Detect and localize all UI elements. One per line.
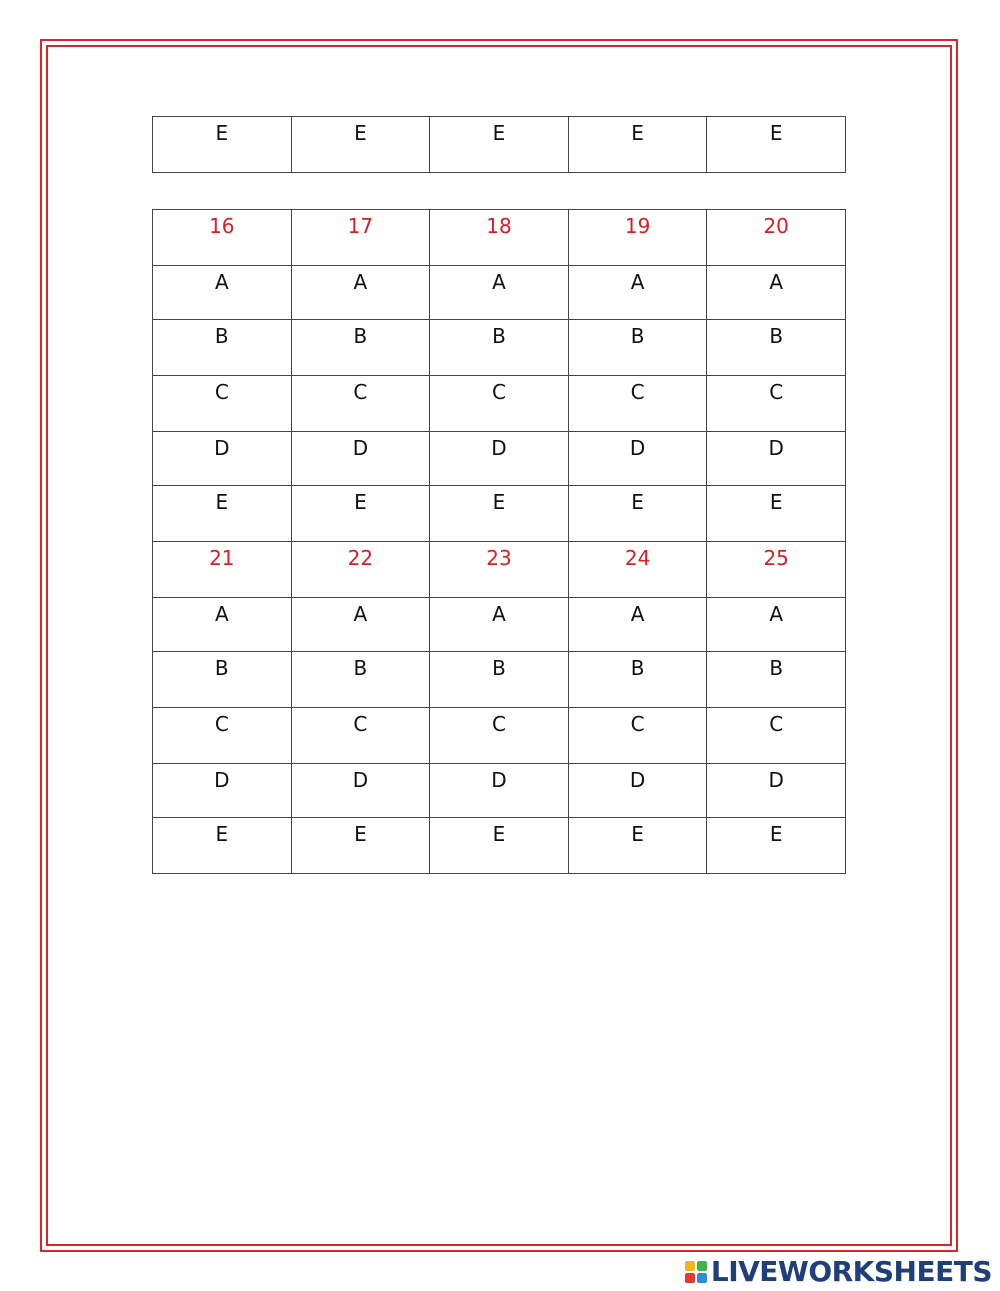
- option-cell[interactable]: E: [568, 117, 707, 173]
- option-cell[interactable]: E: [430, 818, 569, 874]
- option-cell[interactable]: C: [430, 376, 569, 432]
- option-cell[interactable]: D: [707, 432, 846, 486]
- option-cell[interactable]: A: [153, 266, 292, 320]
- option-row-c: [153, 376, 846, 432]
- logo-square-red: [685, 1273, 695, 1283]
- top-answer-row-table: [152, 116, 846, 173]
- option-cell[interactable]: E: [568, 818, 707, 874]
- option-cell[interactable]: E: [291, 818, 430, 874]
- option-cell[interactable]: D: [707, 764, 846, 818]
- option-cell[interactable]: C: [707, 708, 846, 764]
- option-row-c: [153, 708, 846, 764]
- logo-square-yellow: [685, 1261, 695, 1271]
- option-row-e: [153, 818, 846, 874]
- logo-square-blue: [697, 1273, 707, 1283]
- option-cell[interactable]: A: [291, 598, 430, 652]
- option-cell[interactable]: C: [568, 376, 707, 432]
- table-row: [153, 117, 846, 173]
- question-number: 19: [568, 210, 707, 266]
- question-number: 23: [430, 542, 569, 598]
- option-cell[interactable]: E: [291, 486, 430, 542]
- option-cell[interactable]: C: [153, 376, 292, 432]
- brand-name: LIVEWORKSHEETS: [710, 1255, 992, 1288]
- option-cell[interactable]: A: [568, 598, 707, 652]
- option-cell[interactable]: B: [430, 320, 569, 376]
- option-cell[interactable]: B: [291, 320, 430, 376]
- question-number: 25: [707, 542, 846, 598]
- option-cell[interactable]: C: [430, 708, 569, 764]
- option-cell[interactable]: C: [291, 376, 430, 432]
- option-row-e: [153, 486, 846, 542]
- option-row-b: [153, 320, 846, 376]
- question-number: 24: [568, 542, 707, 598]
- option-cell[interactable]: E: [153, 117, 292, 173]
- option-cell[interactable]: C: [291, 708, 430, 764]
- liveworksheets-logo-icon: [685, 1261, 707, 1283]
- option-cell[interactable]: D: [430, 764, 569, 818]
- option-row-a: [153, 598, 846, 652]
- option-cell[interactable]: C: [568, 708, 707, 764]
- option-cell[interactable]: B: [291, 652, 430, 708]
- option-cell[interactable]: A: [153, 598, 292, 652]
- option-cell[interactable]: A: [291, 266, 430, 320]
- question-number: 21: [153, 542, 292, 598]
- question-number-row: [153, 542, 846, 598]
- liveworksheets-footer[interactable]: [685, 1257, 992, 1287]
- option-cell[interactable]: C: [153, 708, 292, 764]
- option-row-b: [153, 652, 846, 708]
- option-cell[interactable]: B: [707, 652, 846, 708]
- option-cell[interactable]: E: [568, 486, 707, 542]
- option-cell[interactable]: E: [707, 818, 846, 874]
- option-cell[interactable]: B: [568, 320, 707, 376]
- option-cell[interactable]: D: [153, 764, 292, 818]
- option-cell[interactable]: E: [430, 117, 569, 173]
- option-cell[interactable]: B: [707, 320, 846, 376]
- option-row-a: [153, 266, 846, 320]
- question-number: 16: [153, 210, 292, 266]
- option-row-d: [153, 764, 846, 818]
- question-number: 22: [291, 542, 430, 598]
- option-cell[interactable]: A: [430, 266, 569, 320]
- logo-square-green: [697, 1261, 707, 1271]
- option-cell[interactable]: A: [707, 598, 846, 652]
- option-cell[interactable]: D: [568, 764, 707, 818]
- question-number-row: [153, 210, 846, 266]
- option-cell[interactable]: D: [430, 432, 569, 486]
- option-cell[interactable]: A: [430, 598, 569, 652]
- option-cell[interactable]: E: [291, 117, 430, 173]
- option-cell[interactable]: E: [430, 486, 569, 542]
- option-cell[interactable]: B: [153, 320, 292, 376]
- answer-grid-table: [152, 209, 846, 874]
- option-cell[interactable]: E: [707, 117, 846, 173]
- option-cell[interactable]: B: [568, 652, 707, 708]
- question-number: 17: [291, 210, 430, 266]
- option-cell[interactable]: A: [707, 266, 846, 320]
- option-cell[interactable]: A: [568, 266, 707, 320]
- option-cell[interactable]: E: [153, 486, 292, 542]
- option-row-d: [153, 432, 846, 486]
- option-cell[interactable]: D: [291, 764, 430, 818]
- option-cell[interactable]: E: [153, 818, 292, 874]
- option-cell[interactable]: C: [707, 376, 846, 432]
- option-cell[interactable]: B: [153, 652, 292, 708]
- option-cell[interactable]: E: [707, 486, 846, 542]
- option-cell[interactable]: D: [568, 432, 707, 486]
- question-number: 18: [430, 210, 569, 266]
- question-number: 20: [707, 210, 846, 266]
- option-cell[interactable]: D: [153, 432, 292, 486]
- option-cell[interactable]: D: [291, 432, 430, 486]
- option-cell[interactable]: B: [430, 652, 569, 708]
